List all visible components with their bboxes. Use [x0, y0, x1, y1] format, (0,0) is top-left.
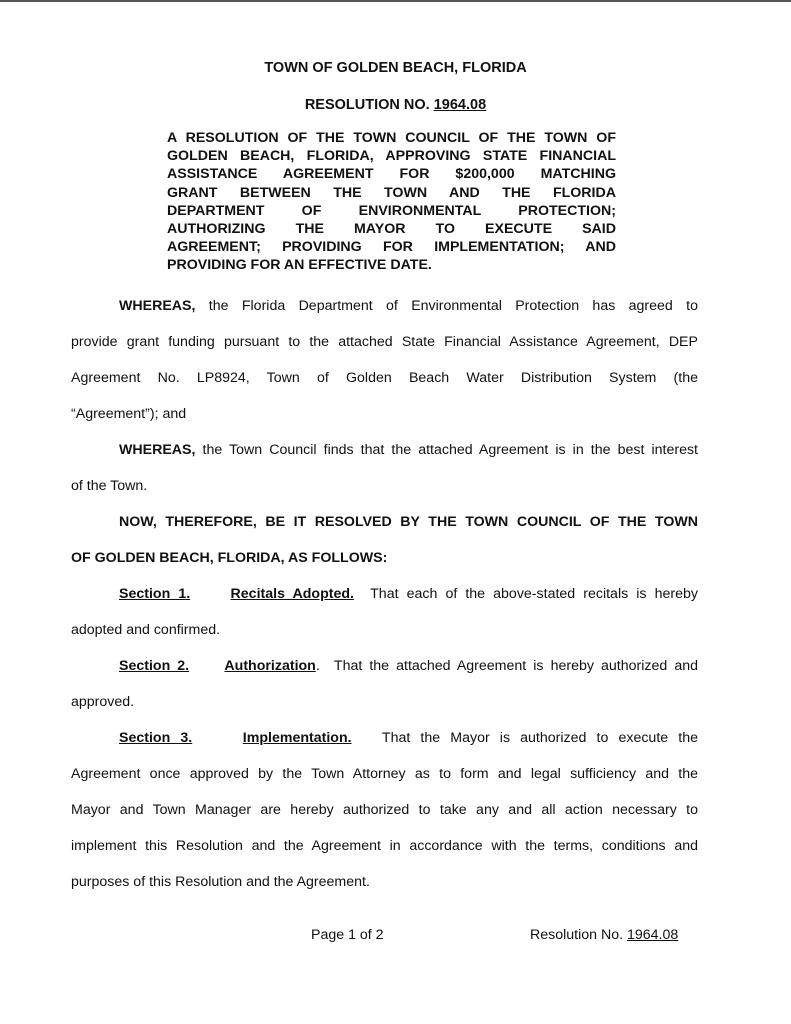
document-title: TOWN OF GOLDEN BEACH, FLORIDA — [264, 60, 527, 76]
section-number: Section 3. — [119, 730, 193, 746]
abstract-line: DEPARTMENT OF ENVIRONMENTAL PROTECTION; — [167, 202, 616, 219]
whereas-lead: WHEREAS, — [119, 298, 196, 314]
abstract-line: AUTHORIZING THE MAYOR TO EXECUTE SAID — [167, 221, 616, 238]
page-number: Page 1 of 2 — [311, 927, 384, 943]
whereas-clause-1: WHEREAS, the Florida Department of Environmental Protection has agreed to provide grant funding pursuant to the attached State Financial Assistance Agreement, DEP Agreement No. LP8924, Town of Golden Beach Water Distribution System (the “Agreement”); and — [71, 298, 698, 422]
footer-resolution: Resolution No. 1964.08 — [530, 927, 679, 943]
section-heading: Recitals Adopted. — [230, 586, 354, 602]
section-2: Section 2. Authorization. That the attached Agreement is hereby authorized and approved. — [71, 658, 698, 710]
whereas-clause-2: WHEREAS, the Town Council finds that the attached Agreement is in the best interest of the Town. — [71, 442, 698, 494]
abstract-line: PROVIDING FOR AN EFFECTIVE DATE. — [167, 257, 432, 274]
resolution-prefix: RESOLUTION NO. — [304, 97, 434, 113]
footer-resolution-number: 1964.08 — [627, 927, 679, 943]
section-number: Section 1. — [119, 586, 191, 602]
resolved-clause: NOW, THEREFORE, BE IT RESOLVED BY THE TOWN COUNCIL OF THE TOWN OF GOLDEN BEACH, FLORIDA, AS FOLLOWS: — [71, 514, 698, 566]
whereas-lead: WHEREAS, — [119, 442, 196, 458]
resolution-number: 1964.08 — [433, 97, 487, 113]
abstract-line: GRANT BETWEEN THE TOWN AND THE FLORIDA — [167, 184, 616, 201]
abstract-line: ASSISTANCE AGREEMENT FOR $200,000 MATCHING — [167, 166, 616, 183]
section-heading: Authorization — [224, 658, 316, 674]
section-number: Section 2. — [119, 658, 190, 674]
resolution-abstract — [167, 129, 616, 275]
abstract-line: GOLDEN BEACH, FLORIDA, APPROVING STATE FINANCIAL — [167, 148, 616, 165]
section-1: Section 1. Recitals Adopted. That each of the above-stated recitals is hereby adopted and confirmed. — [71, 586, 698, 638]
section-heading: Implementation. — [242, 730, 352, 746]
resolution-number-heading — [0, 97, 791, 113]
section-3: Section 3. Implementation. That the Mayor is authorized to execute the Agreement once approved by the Town Attorney as to form and legal sufficiency and the Mayor and Town Manager are hereby authorized to take any and all action necessary to implement this Resolution and the Agreement in accordance with the terms, conditions and purposes of this Resolution and the Agreement. — [71, 730, 698, 890]
abstract-line: A RESOLUTION OF THE TOWN COUNCIL OF THE TOWN OF — [167, 130, 616, 146]
abstract-line: AGREEMENT; PROVIDING FOR IMPLEMENTATION; AND — [167, 239, 616, 256]
